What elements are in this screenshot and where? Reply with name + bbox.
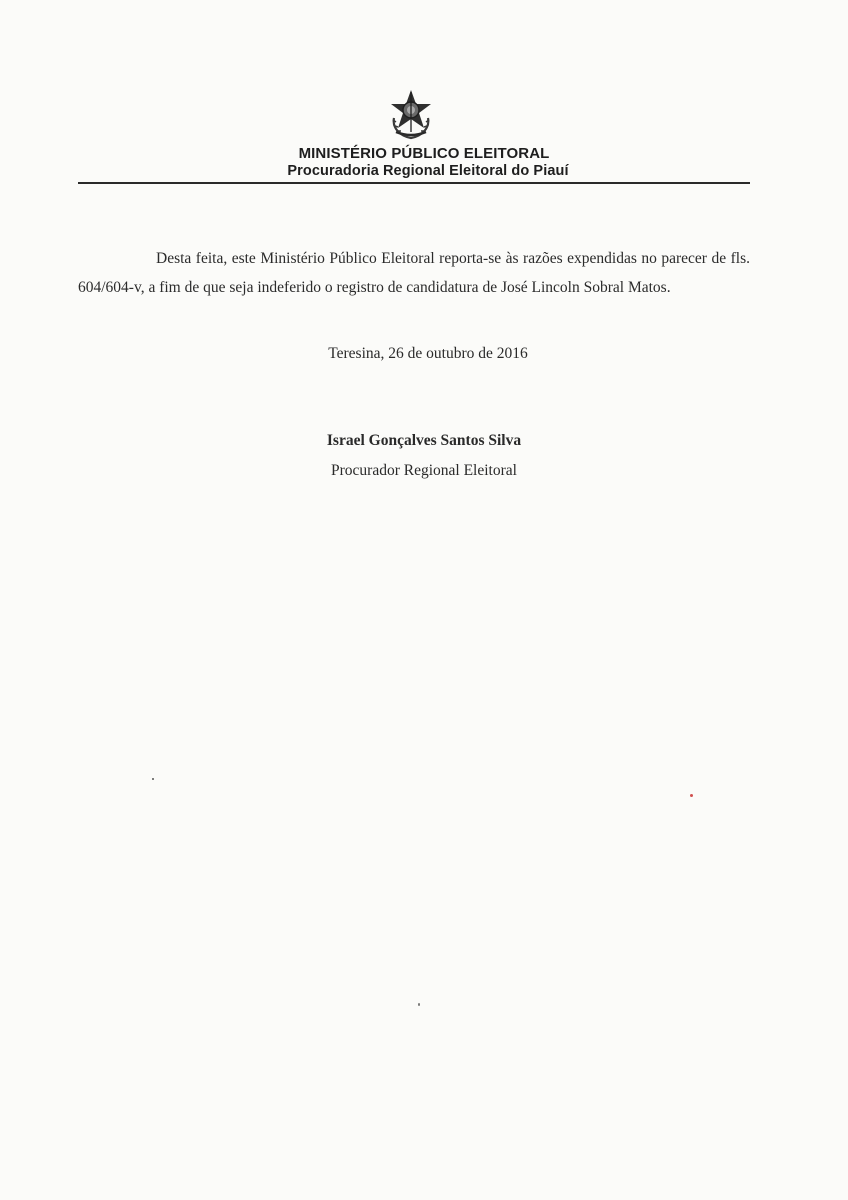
organization-title: MINISTÉRIO PÚBLICO ELEITORAL (298, 145, 550, 162)
header-divider (78, 182, 750, 184)
signatory-title: Procurador Regional Eleitoral (331, 462, 517, 479)
body-paragraph: Desta feita, este Ministério Público Eleitoral reporta-se às razões expendidas no parecer de fls. 604/604-v, a fim de que seja indeferido o registro de candidatura de José Lincoln Sobral Matos. (78, 249, 750, 296)
place-date: Teresina, 26 de outubro de 2016 (328, 345, 528, 362)
brazil-coat-of-arms-icon (386, 88, 436, 140)
department-subtitle: Procuradoria Regional Eleitoral do Piauí (287, 163, 569, 179)
scan-speck (418, 1003, 420, 1006)
signatory-name: Israel Gonçalves Santos Silva (326, 432, 522, 449)
scan-speck (152, 778, 154, 780)
scan-speck (690, 794, 693, 797)
